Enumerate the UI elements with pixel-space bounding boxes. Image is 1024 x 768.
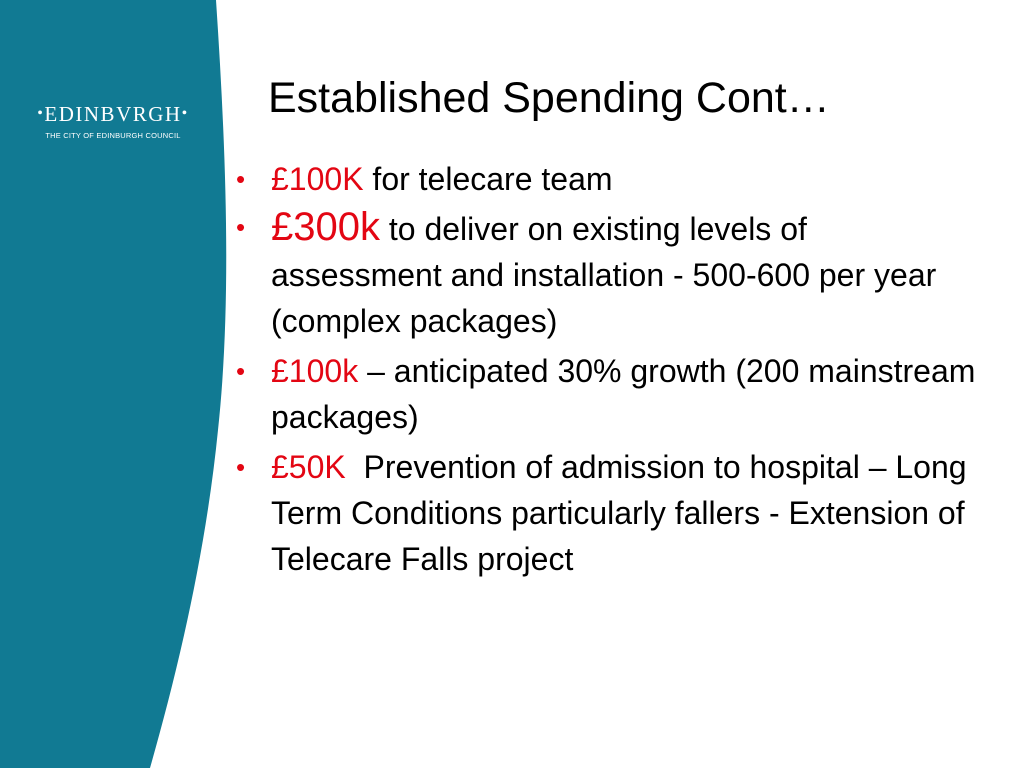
bullet-item-growth: [236, 348, 976, 440]
logo-subtitle: THE CITY OF EDINBURGH COUNCIL: [45, 131, 181, 140]
bullet-text: Prevention of admission to hospital – Long Term Conditions particularly fallers - Extension of Telecare Falls project: [271, 449, 975, 577]
bullet-item-telecare-team: [236, 156, 976, 202]
logo-name: EDINBVRGH: [44, 102, 182, 126]
bullet-marker: •: [236, 164, 246, 194]
bullet-amount: £300k: [271, 205, 380, 249]
bullet-list: [236, 156, 976, 586]
logo-right-dot: •: [181, 105, 189, 122]
logo-left-dot: •: [37, 105, 45, 122]
bullet-item-existing-levels: [236, 204, 976, 344]
bullet-marker: •: [236, 356, 246, 386]
logo-wordmark: [20, 102, 206, 129]
bullet-text: – anticipated 30% growth (200 mainstream packages): [271, 353, 976, 435]
bullet-item-prevention: [236, 444, 976, 582]
bullet-marker: •: [236, 212, 246, 242]
edinburgh-council-logo: [20, 102, 206, 141]
bullet-marker: •: [236, 452, 246, 482]
slide-title: Established Spending Cont…: [268, 74, 830, 122]
bullet-amount: £50K: [271, 449, 346, 485]
bullet-text: for telecare team: [363, 161, 613, 197]
bullet-amount: £100k: [271, 353, 359, 389]
bullet-text: to deliver on existing levels of assessment and installation - 500-600 per year (complex packages): [271, 211, 937, 339]
bullet-amount: £100K: [271, 161, 364, 197]
